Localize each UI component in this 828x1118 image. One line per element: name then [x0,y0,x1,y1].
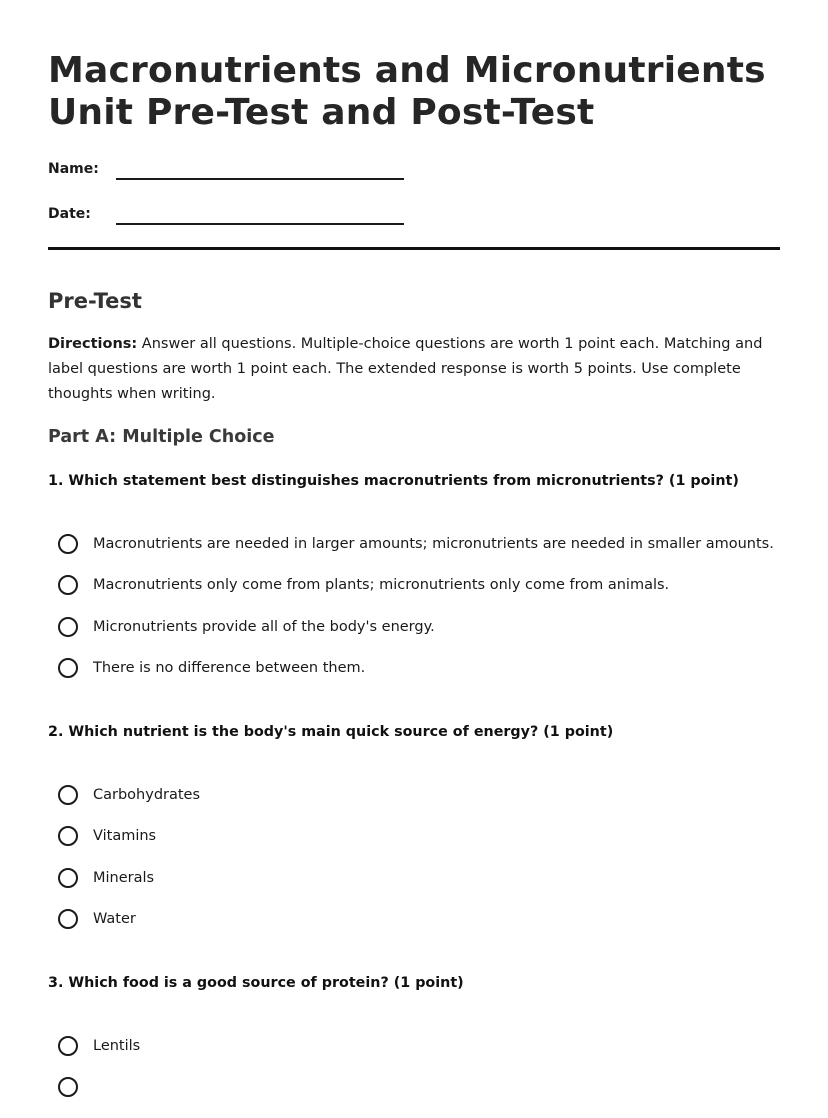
option-label: Vitamins [93,828,157,845]
directions-label: Directions: [48,336,138,352]
question-3-text: 3. Which food is a good source of protein? (1 point) [48,975,464,991]
option-label: Macronutrients are needed in larger amounts; micronutrients are needed in smaller amounts. [93,535,774,552]
option[interactable] [48,1025,780,1067]
option-label: Lentils [93,1037,141,1054]
date-field-row [48,205,780,250]
name-input-line[interactable] [116,178,404,180]
radio-button[interactable] [58,785,78,805]
option[interactable] [48,648,780,690]
question-2-options [48,774,780,940]
question-2-text: 2. Which nutrient is the body's main quick source of energy? (1 point) [48,724,614,740]
option-label: Carbohydrates [93,786,201,803]
radio-button[interactable] [58,868,78,888]
radio-button[interactable] [58,617,78,637]
option-label: Macronutrients only come from plants; micronutrients only come from animals. [93,577,670,594]
question-2 [48,722,780,940]
option[interactable] [48,523,780,565]
name-field-row [48,160,780,205]
part-a-title: Part A: Multiple Choice [48,427,275,447]
option[interactable] [48,1067,780,1109]
option[interactable] [48,857,780,899]
radio-button[interactable] [58,534,78,554]
question-3-options [48,1025,780,1108]
title-line-2: Unit Pre-Test and Post-Test [48,92,595,133]
option-label: There is no difference between them. [93,660,366,677]
name-label: Name: [48,161,99,177]
student-info-fields [48,160,780,250]
radio-button[interactable] [58,909,78,929]
option[interactable] [48,816,780,858]
directions-body: Answer all questions. Multiple-choice questions are worth 1 point each. Matching and label questions are worth 1 point each. The extended response is worth 5 points. Use complete thoughts when writing. [48,336,763,402]
worksheet-page [48,50,780,1108]
page-title [48,50,780,134]
section-title: Pre-Test [48,289,142,313]
option-label: Minerals [93,869,155,886]
option[interactable] [48,899,780,941]
question-1 [48,471,780,689]
question-3 [48,973,780,1108]
option[interactable] [48,774,780,816]
date-label: Date: [48,206,91,222]
question-1-options [48,523,780,689]
directions-text [48,332,780,407]
radio-button[interactable] [58,1077,78,1097]
option[interactable] [48,565,780,607]
option-label: Water [93,911,136,928]
option[interactable] [48,606,780,648]
title-line-1: Macronutrients and Micronutrients [48,50,766,91]
question-1-text: 1. Which statement best distinguishes macronutrients from micronutrients? (1 point) [48,473,739,489]
radio-button[interactable] [58,575,78,595]
radio-button[interactable] [58,658,78,678]
date-input-line[interactable] [116,223,404,225]
radio-button[interactable] [58,1036,78,1056]
option-label: Micronutrients provide all of the body's energy. [93,618,435,635]
radio-button[interactable] [58,826,78,846]
